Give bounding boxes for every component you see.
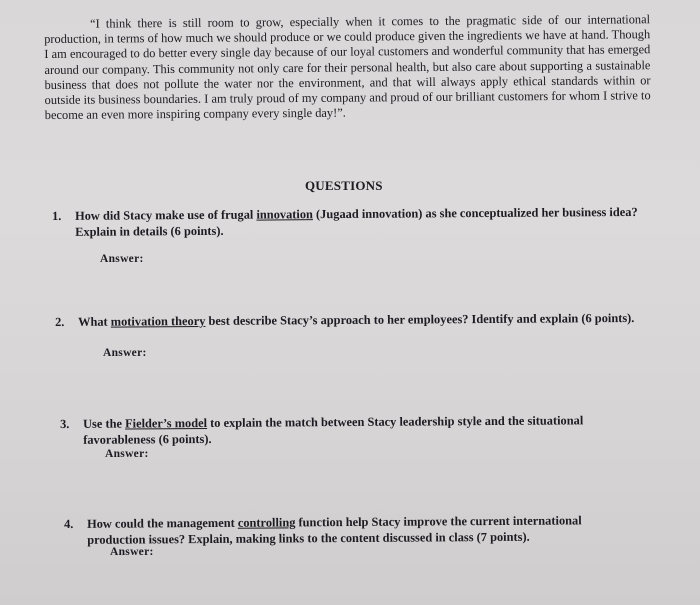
- answer-label-1: Answer:: [100, 253, 144, 265]
- question-number: 1.: [52, 208, 62, 223]
- question-number: 4.: [64, 516, 74, 531]
- question-2: [55, 310, 637, 330]
- questions-heading: QUESTIONS: [305, 178, 383, 193]
- question-text: What motivation theory best describe Stacy’s approach to her employees? Identify and explain (6 points).: [78, 310, 635, 329]
- question-number: 3.: [60, 416, 70, 431]
- question-text: Use the Fielder’s model to explain the match between Stacy leadership style and the situational favorableness (6 points).: [83, 413, 584, 447]
- question-4: [64, 512, 634, 548]
- underlined-term: innovation: [256, 207, 313, 222]
- question-text: How could the management controlling function help Stacy improve the current international production issues? Explain, making links to the content discussed in class (7 points).: [87, 513, 582, 547]
- question-text: How did Stacy make use of frugal innovation (Jugaad innovation) as she conceptualized her business idea? Explain in details (6 points).: [75, 204, 638, 239]
- answer-label-3: Answer:: [105, 448, 149, 460]
- question-3: [60, 412, 638, 448]
- quote-paragraph: “I think there is still room to grow, especially when it comes to the pragmatic side of our international production, in terms of how much we should produce or we could produce given the ingredients we have at hand. Though I am encouraged to do better every single day because of our loyal customers and wonderful community that has emerged around our company. This community not only care for their personal health, but also care about supporting a sustainable business that does not pollute the water nor the environment, and that will always apply ethical standards within or outside its business boundaries. I am truly proud of my company and proud of our brilliant customers for whom I strive to become an even more inspiring company every single day!”.: [44, 12, 651, 123]
- underlined-term: controlling: [237, 515, 296, 530]
- answer-label-4: Answer:: [110, 546, 154, 558]
- question-number: 2.: [55, 314, 65, 329]
- underlined-term: motivation theory: [110, 313, 206, 329]
- answer-label-2: Answer:: [103, 347, 147, 359]
- question-1: [52, 204, 642, 240]
- underlined-term: Fielder’s model: [124, 415, 208, 431]
